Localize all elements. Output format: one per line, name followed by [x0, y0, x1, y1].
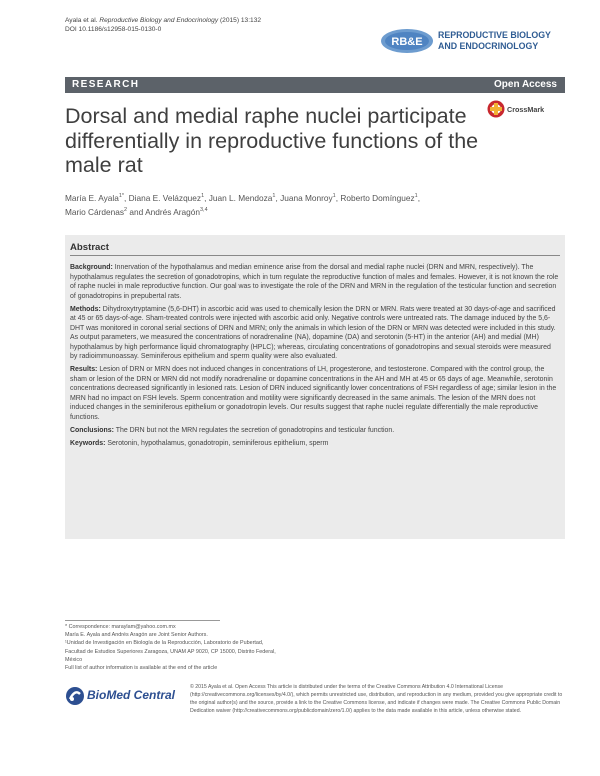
crossmark-icon — [487, 100, 505, 118]
article-title: Dorsal and medial raphe nuclei participate differentially in reproductive functions of the male rat — [65, 104, 479, 177]
journal-name-line1: REPRODUCTIVE BIOLOGY — [438, 30, 551, 40]
section-label: Conclusions: — [70, 426, 114, 434]
crossmark-badge[interactable] — [487, 100, 567, 122]
section-text: Lesion of DRN or MRN does not induced changes in concentrations of LH, progesterone, and testosterone. Compared with the control group, the sham or lesion of the DRN or MRN did not modify noradrenaline or dopamine concentrations in the AH and MH at 45 or 65 days of age. Meanwhile, serotonin concentrations decreased significantly in lesioned rats. Lesion of DRN induced significantly lower concentrations of FSH regardless of age; similar lesion in the MRN had no impact on FSH levels. Sperm concentration and motility were significantly decreased in the same animals. The lesion of the MRN does not induced changes in the seminiferous epithelium or gonadotropin levels. Our results suggest that raphe nuclei regulate differentially the male reproductive functions. — [70, 366, 557, 421]
abstract-box — [65, 235, 565, 539]
abstract-body — [70, 263, 560, 452]
journal-name-line2: AND ENDOCRINOLOGY — [438, 41, 539, 51]
section-text: Serotonin, hypothalamus, gonadotropin, seminiferous epithelium, sperm — [107, 439, 329, 447]
section-label: Keywords: — [70, 439, 106, 447]
section-text: Innervation of the hypothalamus and median eminence arise from the dorsal and medial raphe nuclei (DRN and MRN, respectively). The hypothalamus regulates the secretion of gonadotropins, which in turn regulate the reproductive function of males and females. However, it is not known the role of raphe nuclei in male reproductive function. Our goal was to investigate the role of the DRN and MRN in the regulation of the testicular function and secretion of gonadotropins in prepubertal rats. — [70, 264, 559, 300]
author-affiliation: 1* — [118, 193, 125, 199]
abstract-results — [70, 365, 560, 422]
author-affiliation: 2 — [124, 207, 128, 214]
author-list — [65, 190, 545, 219]
abstract-methods — [70, 305, 560, 362]
open-access-label: Open Access — [494, 79, 557, 90]
section-text: The DRN but not the MRN regulates the secretion of gonadotropins and testicular function. — [115, 426, 395, 434]
abstract-divider — [70, 255, 560, 256]
author-line-1: María E. Ayala$^{1*}$, Diana E. Velázquez$^1$, Juan L. Mendoza$^1$, Juana Monroy$^1$, Roberto Domínguez$^1$, — [65, 192, 420, 203]
citation-volume: (2015) 13:132 — [219, 17, 262, 24]
author-name[interactable]: Mario Cárdenas — [65, 207, 125, 218]
author-name[interactable]: Juana Monroy — [280, 192, 333, 203]
author-line-2 — [65, 204, 545, 218]
author-conjunction: and — [129, 207, 144, 218]
affiliation-note: ¹Unidad de Investigación en Biología de la Reproducción, Laboratorio de Pubertad, Facultad de Estudios Superiores Zaragoza, UNAM AP 9020, CP 15000, Distrito Federal, México — [65, 640, 276, 663]
rbe-badge-icon — [380, 28, 434, 54]
abstract-keywords — [70, 439, 560, 449]
biomed-central-icon — [65, 686, 85, 706]
article-type-label: RESEARCH — [72, 79, 140, 90]
citation-authors: Ayala et al. — [65, 17, 98, 24]
publisher-name: BioMed Central — [87, 688, 176, 702]
citation-journal: Reproductive Biology and Endocrinology — [99, 17, 219, 24]
rbe-badge-text: RB&E — [391, 36, 423, 48]
abstract-heading: Abstract — [70, 242, 109, 253]
section-label: Methods: — [70, 305, 101, 313]
section-label: Background: — [70, 264, 113, 271]
author-info-note: Full list of author information is available at the end of the article — [65, 665, 218, 672]
footnote-divider — [65, 620, 220, 621]
license-text: © 2015 Ayala et al. Open Access This article is distributed under the terms of the Creative Commons Attribution 4.0 International License (http://creativecommons.org/licenses/by/4.0/), which permits unrestricted use, distribution, and reproduction in any medium, provided you give appropriate credit to the original author(s) and the source, provide a link to the Creative Commons license, and indicate if changes were made. The Creative Commons Public Domain Dedication waiver (http://creativecommons.org/publicdomain/zero/1.0/) applies to the data made available in this article, unless otherwise stated. — [190, 684, 563, 714]
author-affiliation: 3,4 — [200, 207, 208, 214]
joint-authors-note: María E. Ayala and Andrés Aragón are Joint Senior Authors. — [65, 632, 208, 639]
abstract-background — [70, 263, 560, 301]
section-text: Dihydroxytryptamine (5,6-DHT) in ascorbic acid was used to chemically lesion the DRN or MRN. Rats were treated at 30 days-of-age and sacrificed at 45 or 65 days-of-age. Sham-treated controls were injected with ascorbic acid only. Negative controls were untreated rats. The damage induced by the 5,6-DHT was monitored in coronal serial sections of DRN and MRN; only the animals in which lesion of the DRN or MRN was detected were included in this study. As output parameters, we measured the concentrations of noradrenaline (NA), dopamine (DA) and serotonin (5-HT) in the anterior (AH) and medial (MH) hypothalamus by high performance liquid chromatography (HPLC); whereas, circulating concentrations of gonadotropins and sexual steroids were measured by radioimmunoassay. Seminiferous epithelium and sperm quality were also evaluated. — [70, 305, 556, 360]
section-label: Results: — [70, 366, 98, 373]
author-name[interactable]: María E. Ayala — [65, 192, 119, 203]
footnotes — [65, 623, 285, 672]
author-affiliation: 1 — [414, 193, 418, 199]
author-name[interactable]: Roberto Domínguez — [340, 192, 415, 203]
citation-doi[interactable]: DOI 10.1186/s12958-015-0130-0 — [65, 26, 162, 33]
crossmark-label: CrossMark — [507, 105, 545, 114]
author-name[interactable]: Juan L. Mendoza — [208, 192, 273, 203]
author-name[interactable]: Diana E. Velázquez — [128, 192, 202, 203]
author-affiliation: 1 — [201, 193, 205, 199]
article-type-banner — [65, 77, 565, 93]
correspondence-note[interactable]: * Correspondence: maraylam@yahoo.com.mx — [65, 624, 176, 630]
author-affiliation: 1 — [272, 193, 276, 199]
citation-header — [65, 16, 261, 34]
author-name[interactable]: Andrés Aragón — [145, 207, 200, 218]
journal-logo[interactable] — [380, 26, 565, 58]
author-affiliation: 1 — [332, 193, 336, 199]
journal-name — [438, 30, 551, 52]
publisher-logo[interactable] — [65, 684, 185, 708]
abstract-conclusions — [70, 426, 560, 436]
